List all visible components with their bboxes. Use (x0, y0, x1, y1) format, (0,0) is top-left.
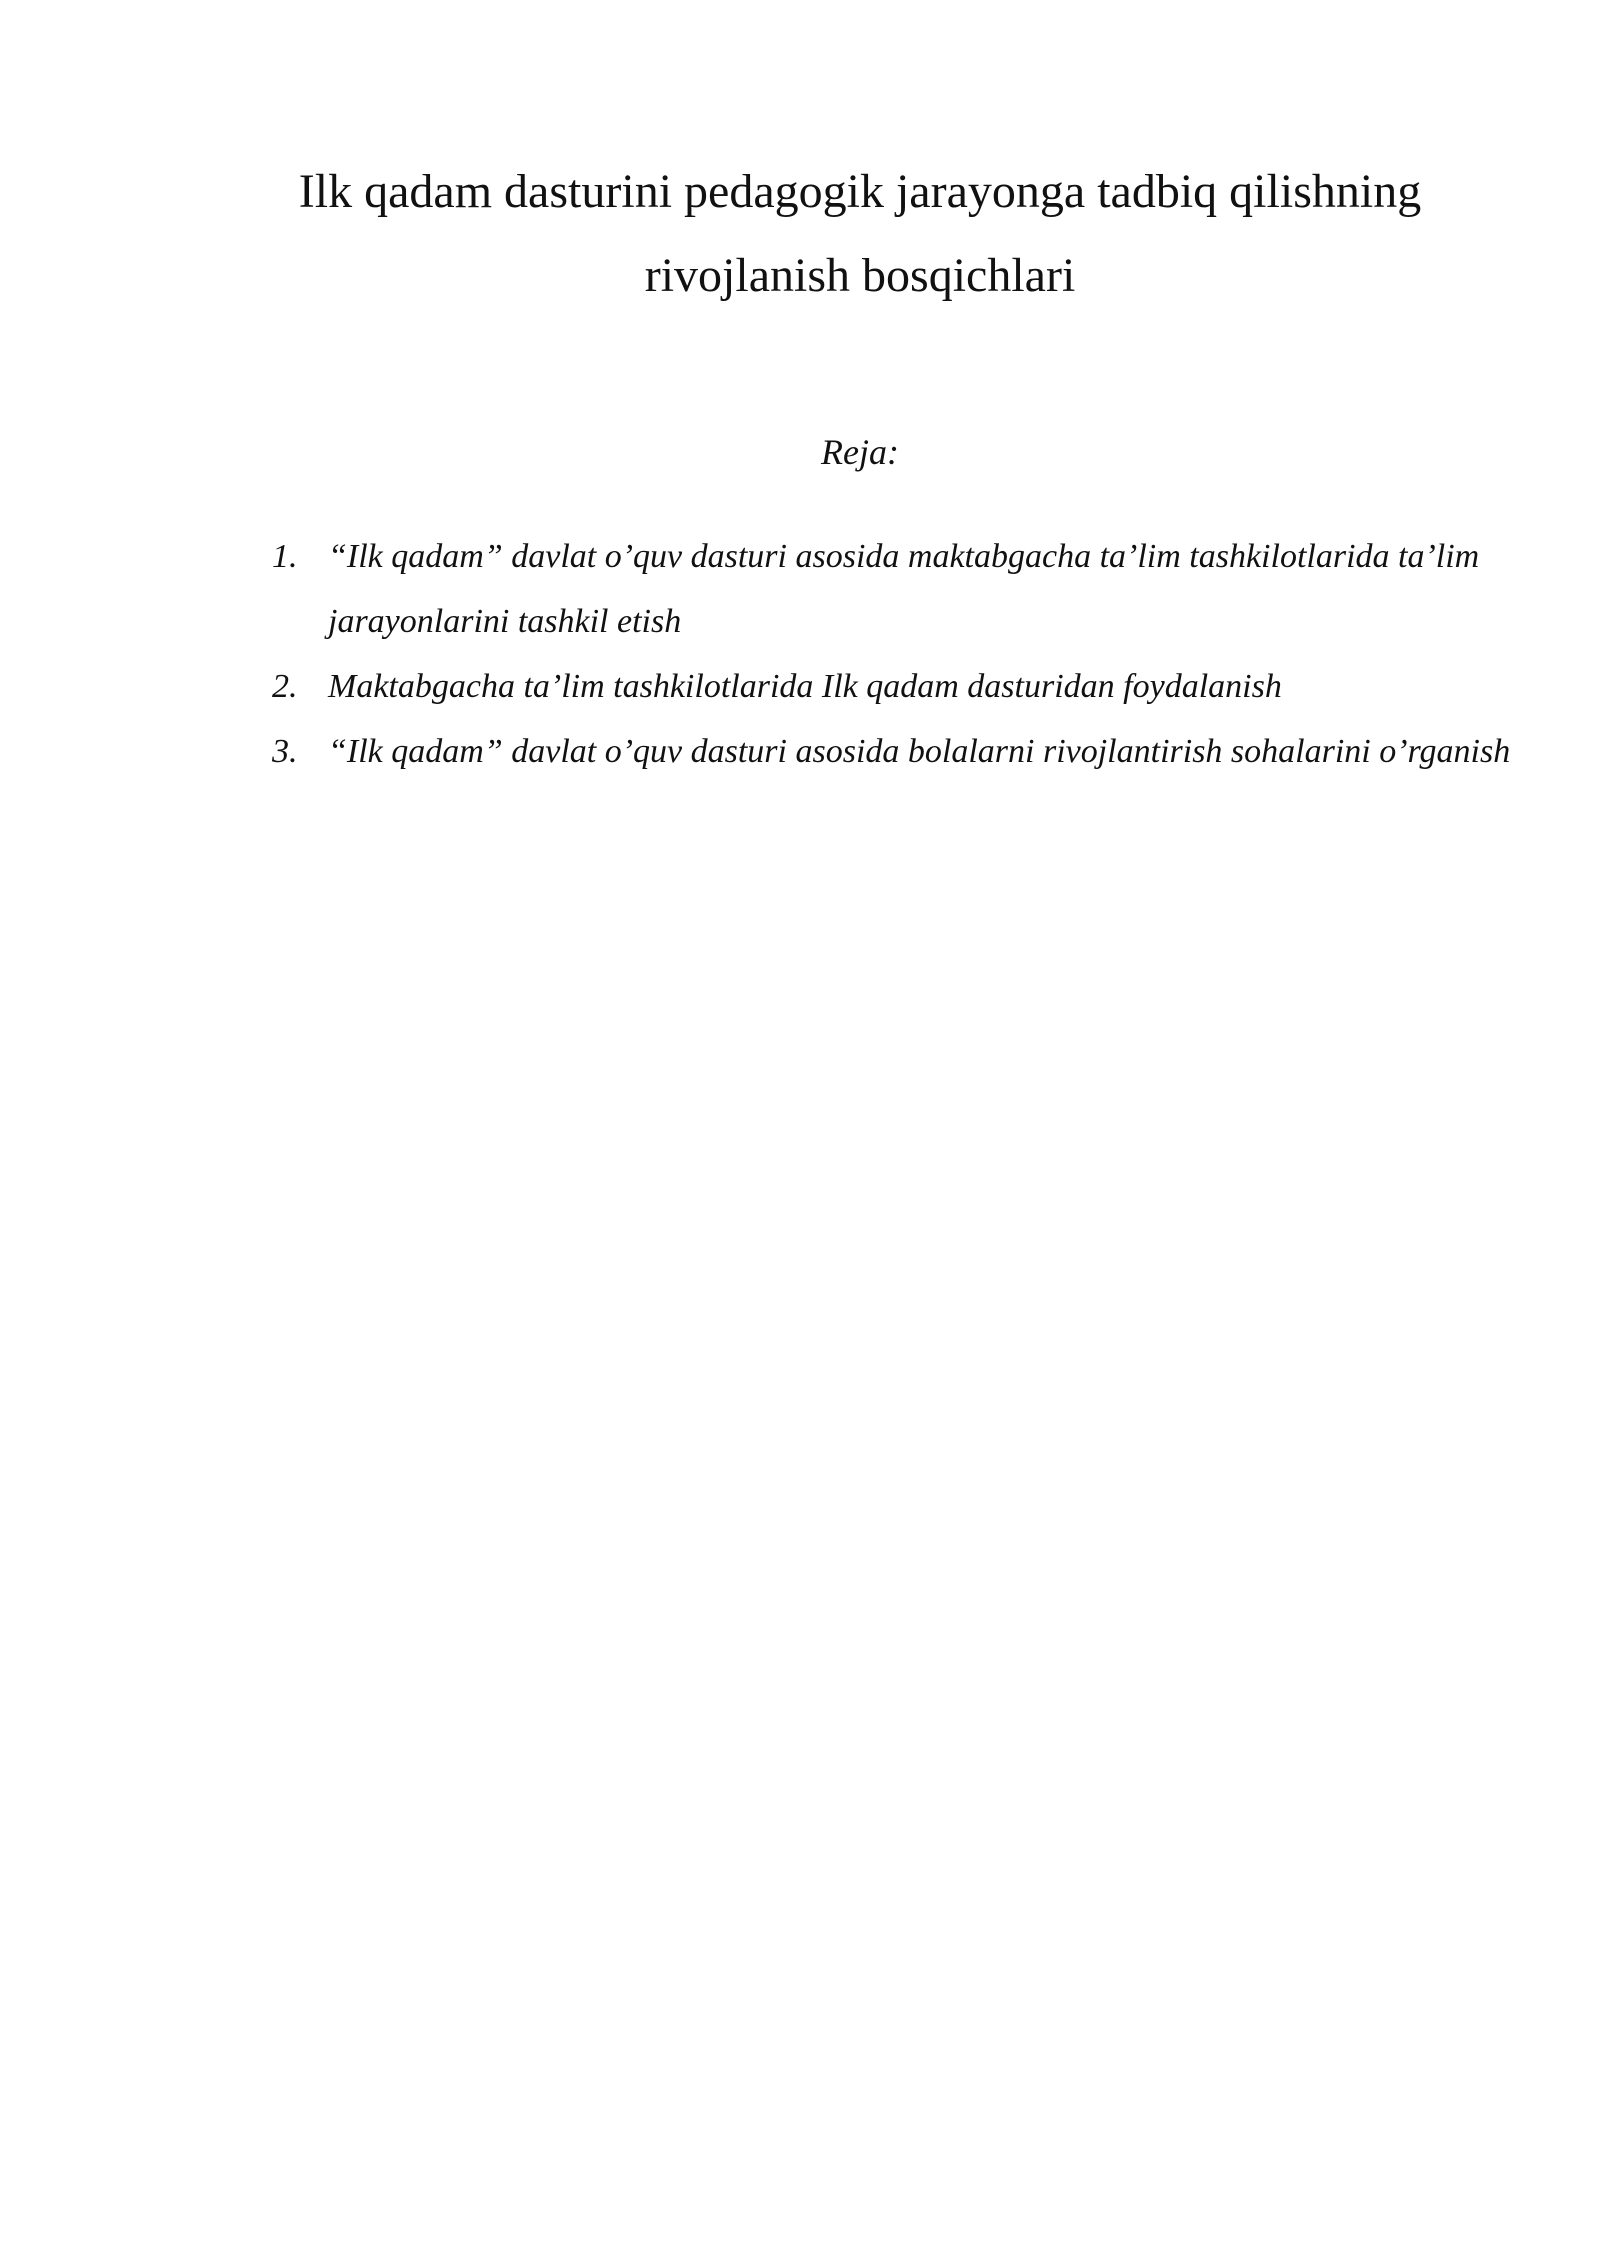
plan-heading: Reja: (821, 432, 899, 472)
plan-item-text: “Ilk qadam” davlat o’quv dasturi asosida maktabgacha ta’lim tashkilotlarida ta’lim jarayonlarini tashkil etish (328, 538, 1480, 640)
plan-item-text: Maktabgacha ta’lim tashkilotlarida Ilk qadam dasturidan foydalanish (328, 668, 1282, 705)
document-title: Ilk qadam dasturini pedagogik jarayonga tadbiq qilishning rivojlanish bosqichlari (298, 165, 1422, 302)
plan-item-text: “Ilk qadam” davlat o’quv dasturi asosida bolalarni rivojlantirish sohalarini o’rganish (328, 733, 1511, 770)
plan-item-number: 1. (272, 538, 298, 575)
plan-list (272, 524, 1532, 784)
plan-item (272, 524, 1532, 654)
plan-item-number: 2. (272, 668, 298, 705)
plan-item (272, 654, 1532, 719)
plan-item (272, 719, 1532, 784)
plan-item-number: 3. (272, 733, 298, 770)
